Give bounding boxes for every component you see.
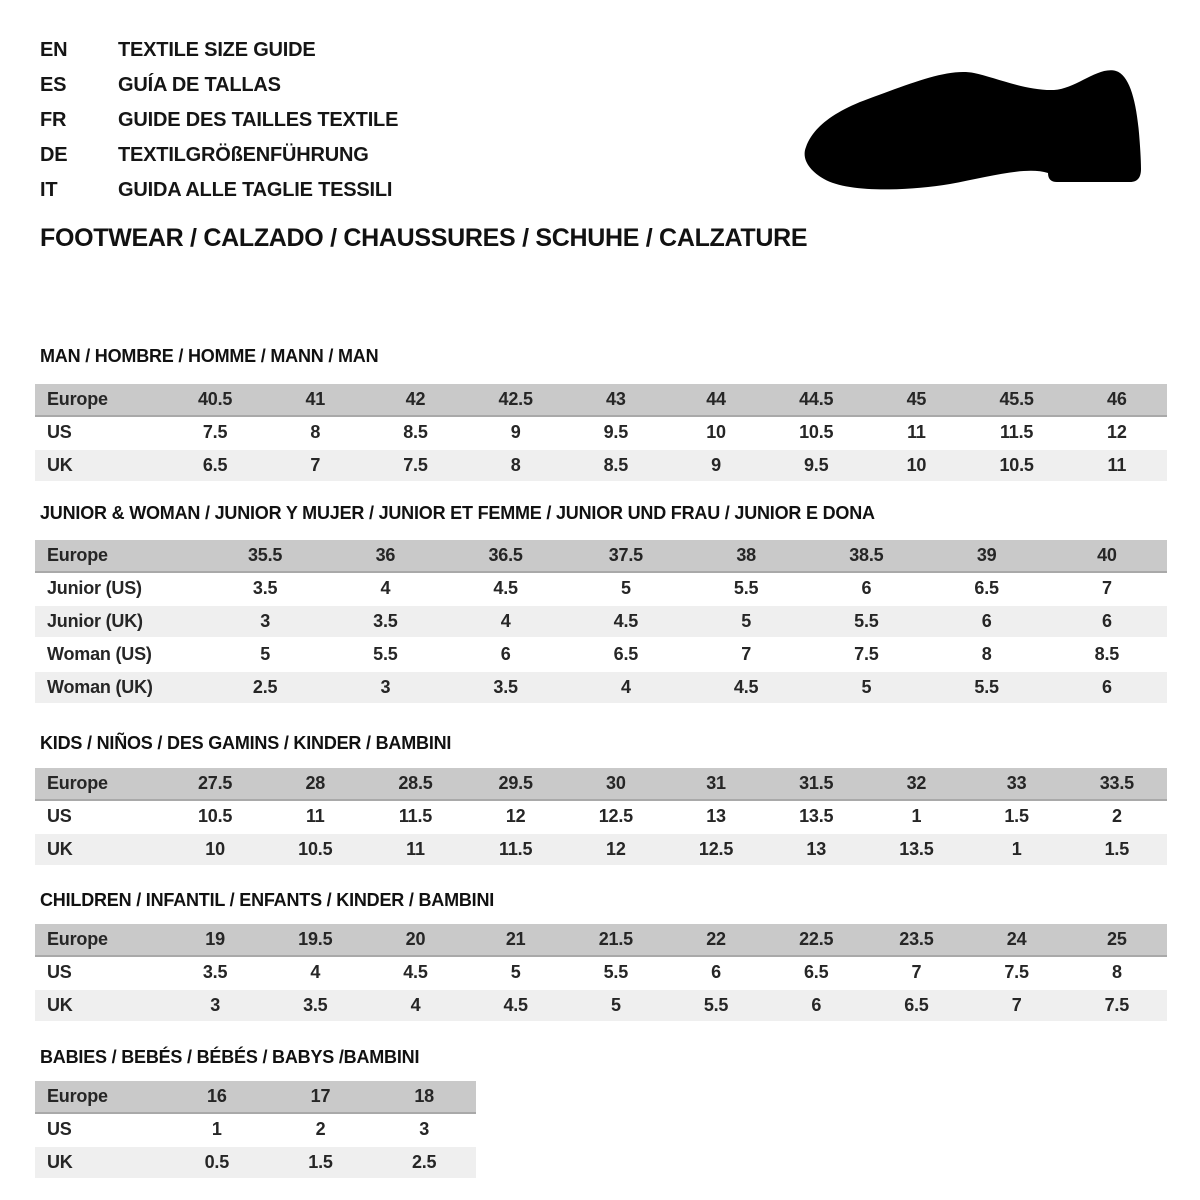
- language-code: DE: [40, 144, 68, 166]
- size-value-cell: 4: [365, 989, 465, 1021]
- size-value-cell: 20: [365, 924, 465, 956]
- language-title: TEXTILGRÖßENFÜHRUNG: [118, 144, 369, 166]
- section-title-man: MAN / HOMBRE / HOMME / MANN / MAN: [40, 346, 379, 366]
- size-value-cell: 1.5: [269, 1146, 373, 1178]
- row-label: Junior (UK): [35, 605, 205, 638]
- language-code: IT: [40, 179, 58, 201]
- size-value-cell: 11: [365, 833, 465, 865]
- size-value-cell: 5.5: [666, 989, 766, 1021]
- size-value-cell: 11: [866, 416, 966, 449]
- size-value-cell: 22: [666, 924, 766, 956]
- size-value-cell: 9.5: [566, 416, 666, 449]
- size-value-cell: 2: [269, 1113, 373, 1146]
- size-value-cell: 10: [165, 833, 265, 865]
- size-value-cell: 10.5: [766, 416, 866, 449]
- size-value-cell: 1.5: [1067, 833, 1167, 865]
- row-label: US: [35, 1113, 165, 1146]
- row-label: UK: [35, 1146, 165, 1178]
- size-value-cell: 5: [205, 638, 325, 671]
- babies-table: [35, 1081, 476, 1178]
- size-value-cell: 12: [1067, 416, 1167, 449]
- size-value-cell: 36: [325, 540, 445, 572]
- size-value-cell: 40.5: [165, 384, 265, 416]
- size-value-cell: 1: [165, 1113, 269, 1146]
- size-value-cell: 11: [265, 800, 365, 833]
- size-value-cell: 7.5: [967, 956, 1067, 989]
- size-value-cell: 7.5: [806, 638, 926, 671]
- row-label: Europe: [35, 768, 165, 800]
- table-row: [35, 671, 1167, 703]
- kids-table: [35, 768, 1167, 865]
- table-row: [35, 1081, 476, 1113]
- size-value-cell: 27.5: [165, 768, 265, 800]
- size-value-cell: 43: [566, 384, 666, 416]
- size-value-cell: 2.5: [205, 671, 325, 703]
- language-title: GUIDE DES TAILLES TEXTILE: [118, 109, 399, 131]
- table-row: [35, 989, 1167, 1021]
- size-value-cell: 28.5: [365, 768, 465, 800]
- size-table-junior-woman: [35, 540, 1167, 703]
- row-label: US: [35, 416, 165, 449]
- size-value-cell: 12: [566, 833, 666, 865]
- row-label: US: [35, 956, 165, 989]
- junior-woman-table: [35, 540, 1167, 703]
- size-value-cell: 2: [1067, 800, 1167, 833]
- size-value-cell: 8: [927, 638, 1047, 671]
- size-value-cell: 28: [265, 768, 365, 800]
- size-value-cell: 4.5: [365, 956, 465, 989]
- size-value-cell: 7.5: [1067, 989, 1167, 1021]
- language-line-de: [40, 138, 398, 173]
- size-value-cell: 5: [686, 605, 806, 638]
- size-value-cell: 8: [466, 449, 566, 481]
- size-table-children: [35, 924, 1167, 1021]
- size-value-cell: 6.5: [766, 956, 866, 989]
- size-value-cell: 3.5: [446, 671, 566, 703]
- size-value-cell: 24: [967, 924, 1067, 956]
- size-value-cell: 30: [566, 768, 666, 800]
- language-code: EN: [40, 39, 68, 61]
- row-label: UK: [35, 989, 165, 1021]
- size-value-cell: 6: [446, 638, 566, 671]
- section-title-children: CHILDREN / INFANTIL / ENFANTS / KINDER / BAMBINI: [40, 890, 495, 910]
- size-value-cell: 7: [967, 989, 1067, 1021]
- size-value-cell: 1: [967, 833, 1067, 865]
- size-value-cell: 7: [1047, 572, 1167, 605]
- category-title: FOOTWEAR / CALZADO / CHAUSSURES / SCHUHE / CALZATURE: [40, 224, 808, 252]
- size-value-cell: 5.5: [806, 605, 926, 638]
- size-value-cell: 42: [365, 384, 465, 416]
- size-value-cell: 44: [666, 384, 766, 416]
- language-title: TEXTILE SIZE GUIDE: [118, 39, 316, 61]
- size-value-cell: 6: [666, 956, 766, 989]
- man-table: [35, 384, 1167, 481]
- size-value-cell: 12.5: [666, 833, 766, 865]
- size-value-cell: 45.5: [967, 384, 1067, 416]
- size-value-cell: 9.5: [766, 449, 866, 481]
- size-value-cell: 6: [1047, 671, 1167, 703]
- size-value-cell: 21.5: [566, 924, 666, 956]
- size-value-cell: 3.5: [165, 956, 265, 989]
- size-value-cell: 11.5: [365, 800, 465, 833]
- size-value-cell: 10: [866, 449, 966, 481]
- size-value-cell: 46: [1067, 384, 1167, 416]
- table-row: [35, 768, 1167, 800]
- table-row: [35, 956, 1167, 989]
- size-value-cell: 5: [566, 572, 686, 605]
- size-value-cell: 0.5: [165, 1146, 269, 1178]
- row-label: Europe: [35, 924, 165, 956]
- size-value-cell: 11.5: [967, 416, 1067, 449]
- size-value-cell: 1: [866, 800, 966, 833]
- size-value-cell: 32: [866, 768, 966, 800]
- language-code: ES: [40, 74, 67, 96]
- size-value-cell: 4.5: [466, 989, 566, 1021]
- row-label: Woman (UK): [35, 671, 205, 703]
- size-value-cell: 5: [566, 989, 666, 1021]
- size-value-cell: 3.5: [205, 572, 325, 605]
- size-value-cell: 3: [165, 989, 265, 1021]
- size-value-cell: 31: [666, 768, 766, 800]
- table-row: [35, 1113, 476, 1146]
- size-value-cell: 11.5: [466, 833, 566, 865]
- size-value-cell: 10: [666, 416, 766, 449]
- table-row: [35, 572, 1167, 605]
- size-value-cell: 6.5: [927, 572, 1047, 605]
- size-value-cell: 5.5: [686, 572, 806, 605]
- table-row: [35, 924, 1167, 956]
- table-row: [35, 416, 1167, 449]
- size-value-cell: 3.5: [325, 605, 445, 638]
- size-value-cell: 36.5: [446, 540, 566, 572]
- size-value-cell: 5: [466, 956, 566, 989]
- size-value-cell: 6: [766, 989, 866, 1021]
- size-value-cell: 10.5: [967, 449, 1067, 481]
- shoe-icon: [798, 64, 1146, 192]
- size-value-cell: 3: [372, 1113, 476, 1146]
- table-row: [35, 833, 1167, 865]
- size-value-cell: 6: [806, 572, 926, 605]
- row-label: Europe: [35, 540, 205, 572]
- size-value-cell: 4: [566, 671, 686, 703]
- section-title-kids: KIDS / NIÑOS / DES GAMINS / KINDER / BAMBINI: [40, 733, 452, 753]
- size-value-cell: 9: [666, 449, 766, 481]
- table-row: [35, 540, 1167, 572]
- size-value-cell: 4.5: [686, 671, 806, 703]
- size-value-cell: 6.5: [566, 638, 686, 671]
- size-value-cell: 33: [967, 768, 1067, 800]
- size-value-cell: 13: [766, 833, 866, 865]
- size-value-cell: 4.5: [566, 605, 686, 638]
- size-value-cell: 22.5: [766, 924, 866, 956]
- size-value-cell: 21: [466, 924, 566, 956]
- size-value-cell: 35.5: [205, 540, 325, 572]
- size-value-cell: 6: [927, 605, 1047, 638]
- size-value-cell: 3: [205, 605, 325, 638]
- language-title-list: [40, 33, 398, 208]
- size-value-cell: 1.5: [967, 800, 1067, 833]
- row-label: Europe: [35, 384, 165, 416]
- size-value-cell: 19: [165, 924, 265, 956]
- size-value-cell: 12.5: [566, 800, 666, 833]
- table-row: [35, 384, 1167, 416]
- size-value-cell: 25: [1067, 924, 1167, 956]
- size-value-cell: 6.5: [866, 989, 966, 1021]
- size-value-cell: 9: [466, 416, 566, 449]
- table-row: [35, 1146, 476, 1178]
- size-value-cell: 18: [372, 1081, 476, 1113]
- section-title-babies: BABIES / BEBÉS / BÉBÉS / BABYS /BAMBINI: [40, 1047, 420, 1067]
- size-value-cell: 10.5: [265, 833, 365, 865]
- table-row: [35, 800, 1167, 833]
- size-value-cell: 41: [265, 384, 365, 416]
- size-table-babies: [35, 1081, 476, 1178]
- row-label: UK: [35, 449, 165, 481]
- size-value-cell: 7: [866, 956, 966, 989]
- size-value-cell: 7.5: [365, 449, 465, 481]
- size-value-cell: 10.5: [165, 800, 265, 833]
- size-value-cell: 17: [269, 1081, 373, 1113]
- size-value-cell: 45: [866, 384, 966, 416]
- size-value-cell: 39: [927, 540, 1047, 572]
- size-value-cell: 12: [466, 800, 566, 833]
- size-value-cell: 3: [325, 671, 445, 703]
- size-value-cell: 7.5: [165, 416, 265, 449]
- size-value-cell: 4: [265, 956, 365, 989]
- section-title-junior-woman: JUNIOR & WOMAN / JUNIOR Y MUJER / JUNIOR ET FEMME / JUNIOR UND FRAU / JUNIOR E DONA: [40, 503, 875, 523]
- language-title: GUÍA DE TALLAS: [118, 74, 281, 96]
- language-line-es: [40, 68, 398, 103]
- size-table-man: [35, 384, 1167, 481]
- table-row: [35, 605, 1167, 638]
- size-value-cell: 31.5: [766, 768, 866, 800]
- size-table-kids: [35, 768, 1167, 865]
- language-line-en: [40, 33, 398, 68]
- size-value-cell: 13.5: [866, 833, 966, 865]
- size-value-cell: 8.5: [566, 449, 666, 481]
- size-value-cell: 13: [666, 800, 766, 833]
- size-value-cell: 44.5: [766, 384, 866, 416]
- size-value-cell: 23.5: [866, 924, 966, 956]
- size-value-cell: 5.5: [325, 638, 445, 671]
- size-value-cell: 8.5: [365, 416, 465, 449]
- children-table: [35, 924, 1167, 1021]
- size-value-cell: 38.5: [806, 540, 926, 572]
- size-value-cell: 6: [1047, 605, 1167, 638]
- size-value-cell: 19.5: [265, 924, 365, 956]
- size-value-cell: 3.5: [265, 989, 365, 1021]
- size-value-cell: 5.5: [566, 956, 666, 989]
- table-row: [35, 638, 1167, 671]
- size-value-cell: 6.5: [165, 449, 265, 481]
- row-label: Woman (US): [35, 638, 205, 671]
- size-value-cell: 38: [686, 540, 806, 572]
- language-line-it: [40, 173, 398, 208]
- size-value-cell: 8: [1067, 956, 1167, 989]
- size-value-cell: 11: [1067, 449, 1167, 481]
- row-label: UK: [35, 833, 165, 865]
- language-code: FR: [40, 109, 67, 131]
- table-row: [35, 449, 1167, 481]
- size-value-cell: 42.5: [466, 384, 566, 416]
- size-value-cell: 8: [265, 416, 365, 449]
- size-value-cell: 4.5: [446, 572, 566, 605]
- size-value-cell: 7: [686, 638, 806, 671]
- size-value-cell: 29.5: [466, 768, 566, 800]
- size-value-cell: 7: [265, 449, 365, 481]
- size-value-cell: 37.5: [566, 540, 686, 572]
- size-value-cell: 16: [165, 1081, 269, 1113]
- language-line-fr: [40, 103, 398, 138]
- size-value-cell: 4: [446, 605, 566, 638]
- size-value-cell: 5: [806, 671, 926, 703]
- size-value-cell: 5.5: [927, 671, 1047, 703]
- size-value-cell: 4: [325, 572, 445, 605]
- row-label: US: [35, 800, 165, 833]
- language-title: GUIDA ALLE TAGLIE TESSILI: [118, 179, 393, 201]
- size-value-cell: 8.5: [1047, 638, 1167, 671]
- size-value-cell: 40: [1047, 540, 1167, 572]
- size-value-cell: 13.5: [766, 800, 866, 833]
- row-label: Junior (US): [35, 572, 205, 605]
- size-value-cell: 33.5: [1067, 768, 1167, 800]
- row-label: Europe: [35, 1081, 165, 1113]
- size-value-cell: 2.5: [372, 1146, 476, 1178]
